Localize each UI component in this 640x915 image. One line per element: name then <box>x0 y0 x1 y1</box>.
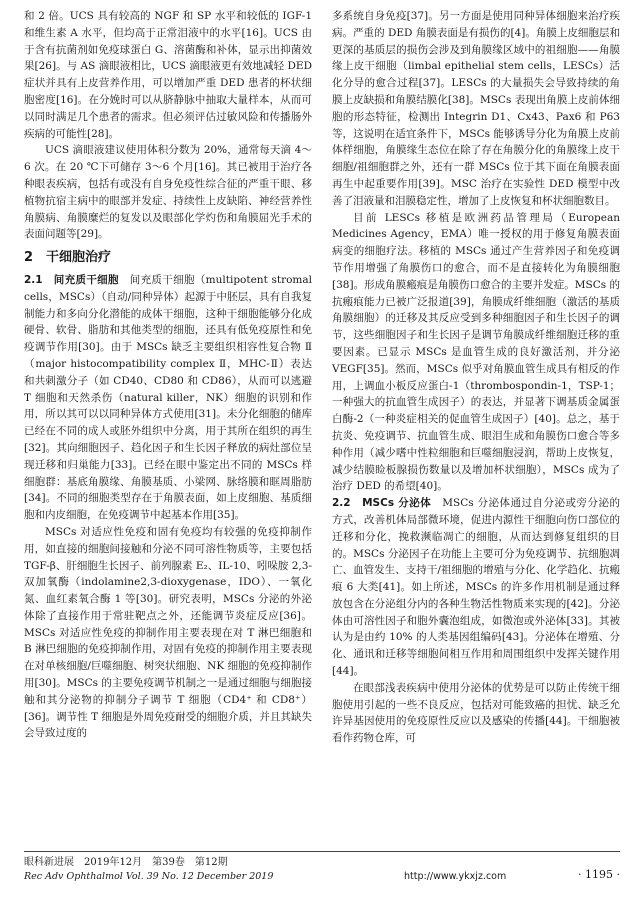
paragraph-lesc-transplant: 目前 LESCs 移植是欧洲药品管理局（European Medicines Agency，EMA）唯一授权的用于修复角膜表面病变的细胞疗法。移植的 MSCs 通过产生营养因子和免疫调节作用增强了角膜伤口的愈合，而不是直接转化为角膜细胞[38]。形成角膜瘢痕是角膜伤口愈合的主要并发症。MSCs 的抗瘢痕能力已被广泛报道[39]，角膜成纤维细胞（激活的基质角膜细胞）的迁移及其反应受到多种细胞因子和生长因子的调节，这些细胞因子和生长因子是调节角膜成纤维细胞迁移的重要因素。已显示 MSCs 是血管生成的良好激活剂，并分泌 VEGF[35]。然而，MSCs 似乎对角膜血管生成具有相反的作用，上调血小板反应蛋白-1（thrombospondin-1，TSP-1；一种强大的抗血管生成因子）的表达，并显著下调基质金属蛋白酶-2（一种炎症相关的促血管生成因子）[40]。总之，基于抗炎、免疫调节、抗血管生成、眼泪生成和角膜伤口愈合等多种作用（减少嗜中性粒细胞和巨噬细胞浸润，帮助上皮恢复，减少结膜睑板腺损伤数量以及增加杯状细胞），MSCs 成为了治疗 DED 的希望[40]。 <box>332 211 620 493</box>
subsection-title-msc: 2.1 间充质干细胞 <box>24 273 119 286</box>
journal-url: http://www.ykxjz.com <box>404 871 507 882</box>
section-title-stem-cell-therapy: 2 干细胞治疗 <box>24 250 112 266</box>
page-number: · 1195 · <box>578 868 620 881</box>
journal-name-en: Rec Adv Ophthalmol Vol. 39 No. 12 December 2019 <box>24 871 274 882</box>
paragraph-ucs-dosage: UCS 滴眼液建议使用体积分数为 20%，通常每天滴 4～6 次。在 20 ℃下可储存 3～6 个月[16]。其已被用于治疗各种眼表疾病，包括有或没有自身免疫性综合征的严重干眼、移植物抗宿主病中的眼部并发症、持续性上皮缺陷、神经营养性角膜病、角膜糜烂的复发以及眼部化学灼伤和角膜屈光手术的表面问题等[29]。 <box>24 144 312 241</box>
paragraph-ucs-properties: 和 2 倍。UCS 具有较高的 NGF 和 SP 水平和较低的 IGF-1 和维生素 A 水平，但均高于正常泪液中的水平[16]。UCS 由于含有抗菌剂如免疫球蛋白 G、溶菌酶和补体，显示出抑菌效果[26]。与 AS 滴眼液相比，UCS 滴眼液更有效地减轻 DED 症状并具有上皮营养作用，可以增加严重 DED 患者的杯状细胞密度[16]。在分娩时可以从脐静脉中抽取大量样本，从而可以同时满足几个患者的需求。但必须评估过敏风险和传播肠外疾病的可能性[28]。 <box>24 10 312 140</box>
paragraph-allogeneic-cells: 多系统自身免疫[37]。另一方面是使用同种异体细胞来治疗疾病。严重的 DED 角膜表面是有损伤的[4]。角膜上皮细胞层和更深的基质层的损伤会涉及到角膜缘区域中的祖细胞——角膜缘上皮干细胞（limbal epithelial stem cells，LESCs）活化分导的愈合过程[37]。LESCs 的大量损失会导致持续的角膜上皮缺损和角膜结膜化[38]。MSCs 表现出角膜上皮前体细胞的形态特征，检测出 Integrin D1、Cx43、Pax6 和 P63 等，这说明在适宜条件下，MSCs 能够诱导分化为角膜上皮前体样细胞，角膜缘生态位在除了存在角膜分化的角膜缘上皮干细胞/祖细胞群之外，还有一群 MSCs 位于其下面在角膜表面再生中起重要作用[39]。MSC 治疗在实验性 DED 模型中改善了泪液量和泪膜稳定性，增加了上皮恢复和杯状细胞数目。 <box>332 10 620 207</box>
paragraph-msc-secretome <box>332 495 620 680</box>
footer-divider <box>24 851 620 852</box>
subsection-title-secretome: 2.2 MSCs 分泌体 <box>332 497 432 510</box>
paragraph-msc-secretome-text: MSCs 分泌体通过自分泌或旁分泌的方式，改善机体局部微环境，促进内源性干细胞向伤口部位的迁移和分化，挽救濒临凋亡的细胞，从而达到修复组织的目的。MSCs 分泌因子在功能上主要可分为免疫调节、抗细胞凋亡、血管发生、支持干/祖细胞的增殖与分化、化学趋化、抗瘢痕 6 大类[41]。如上所述，MSCs 的许多作用机制是通过释放包含在分泌组分内的各种生物活性物质来实现的[42]。分泌体由可溶性因子和胞外囊泡组成，如微泡或外泌体[33]。其被认为是由约 10% 的人类基因组编码[43]。分泌体在增殖、分化、通讯和迁移等细胞间相互作用和周围组织中发挥关键作用[44]。 <box>332 497 620 678</box>
paragraph-msc-intro <box>24 272 312 524</box>
left-column <box>24 8 312 742</box>
paragraph-msc-intro-text: 间充质干细胞（multipotent stromal cells，MSCs）（自动/同种异体）起源于中胚层，具有自我复制能力和多向分化潜能的成体干细胞，这种干细胞能够分化成硬骨、软骨、脂肪和其他类型的细胞，还具有低免疫原性和免疫调节作用[30]。由于 MSCs 缺乏主要组织相容性复合物 Ⅱ（major histocompatibility complex Ⅱ，MHC-Ⅱ）表达和共刺激分子（如 CD40、CD80 和 CD86），从而可以逃避 T 细胞和天然杀伤（natural killer，NK）细胞的识别和作用，所以其可以以同种异体方式使用[31]。未分化细胞的储库已经在不同的成人或胚外组织中分离，用于其所在组织的再生[32]。其向细胞因子、趋化因子和生长因子释放的病灶部位呈现迁移和归巢能力[33]。已经在眼中鉴定出不同的 MSCs 样细胞群：基底角膜缘、角膜基质、小梁网、脉络膜和眶周脂肪[34]。不同的细胞类型存在于角膜表面，如上皮细胞、基质细胞和内皮细胞，在免疫调节中起基本作用[35]。 <box>24 273 312 522</box>
journal-name-cn: 眼科新进展 2019年12月 第39卷 第12期 <box>24 857 228 868</box>
paragraph-msc-immunosuppression: MSCs 对适应性免疫和固有免疫均有较强的免疫抑制作用，如直接的细胞间接触和分泌不同可溶性物质等，主要包括 TGF-β、肝细胞生长因子、前列腺素 E₂、IL-10、吲哚胺 2,3-双加氧酶（indolamine2,3-dioxygenase，IDO）、一氧化氮、血红素氧合酶 1 等[30]。研究表明，MSCs 分泌的外泌体除了直接作用于常驻靶点之外，还能调节炎症反应[36]。MSCs 对适应性免疫的抑制作用主要表现在对 T 淋巴细胞和 B 淋巴细胞的免疫抑制作用，对固有免疫的抑制作用主要表现在对单核细胞/巨噬细胞、树突状细胞、NK 细胞的免疫抑制作用[30]。MSCs 的主要免疫调节机制之一是通过细胞与细胞接触和其分泌物的抑制分子调节 T 细胞（CD4⁺ 和 CD8⁺）[36]。调节性 T 细胞是外周免疫耐受的细胞介质，并且其缺失会导致过度的 <box>24 525 312 740</box>
right-column <box>332 8 620 747</box>
paragraph-secretome-advantages: 在眼部浅表疾病中使用分泌体的优势是可以防止传统干细胞使用引起的一些不良反应，包括对可能致癌的担忧、缺乏允许异基因使用的免疫原性反应以及感染的传播[44]。干细胞被看作药物仓库，可 <box>332 681 620 745</box>
